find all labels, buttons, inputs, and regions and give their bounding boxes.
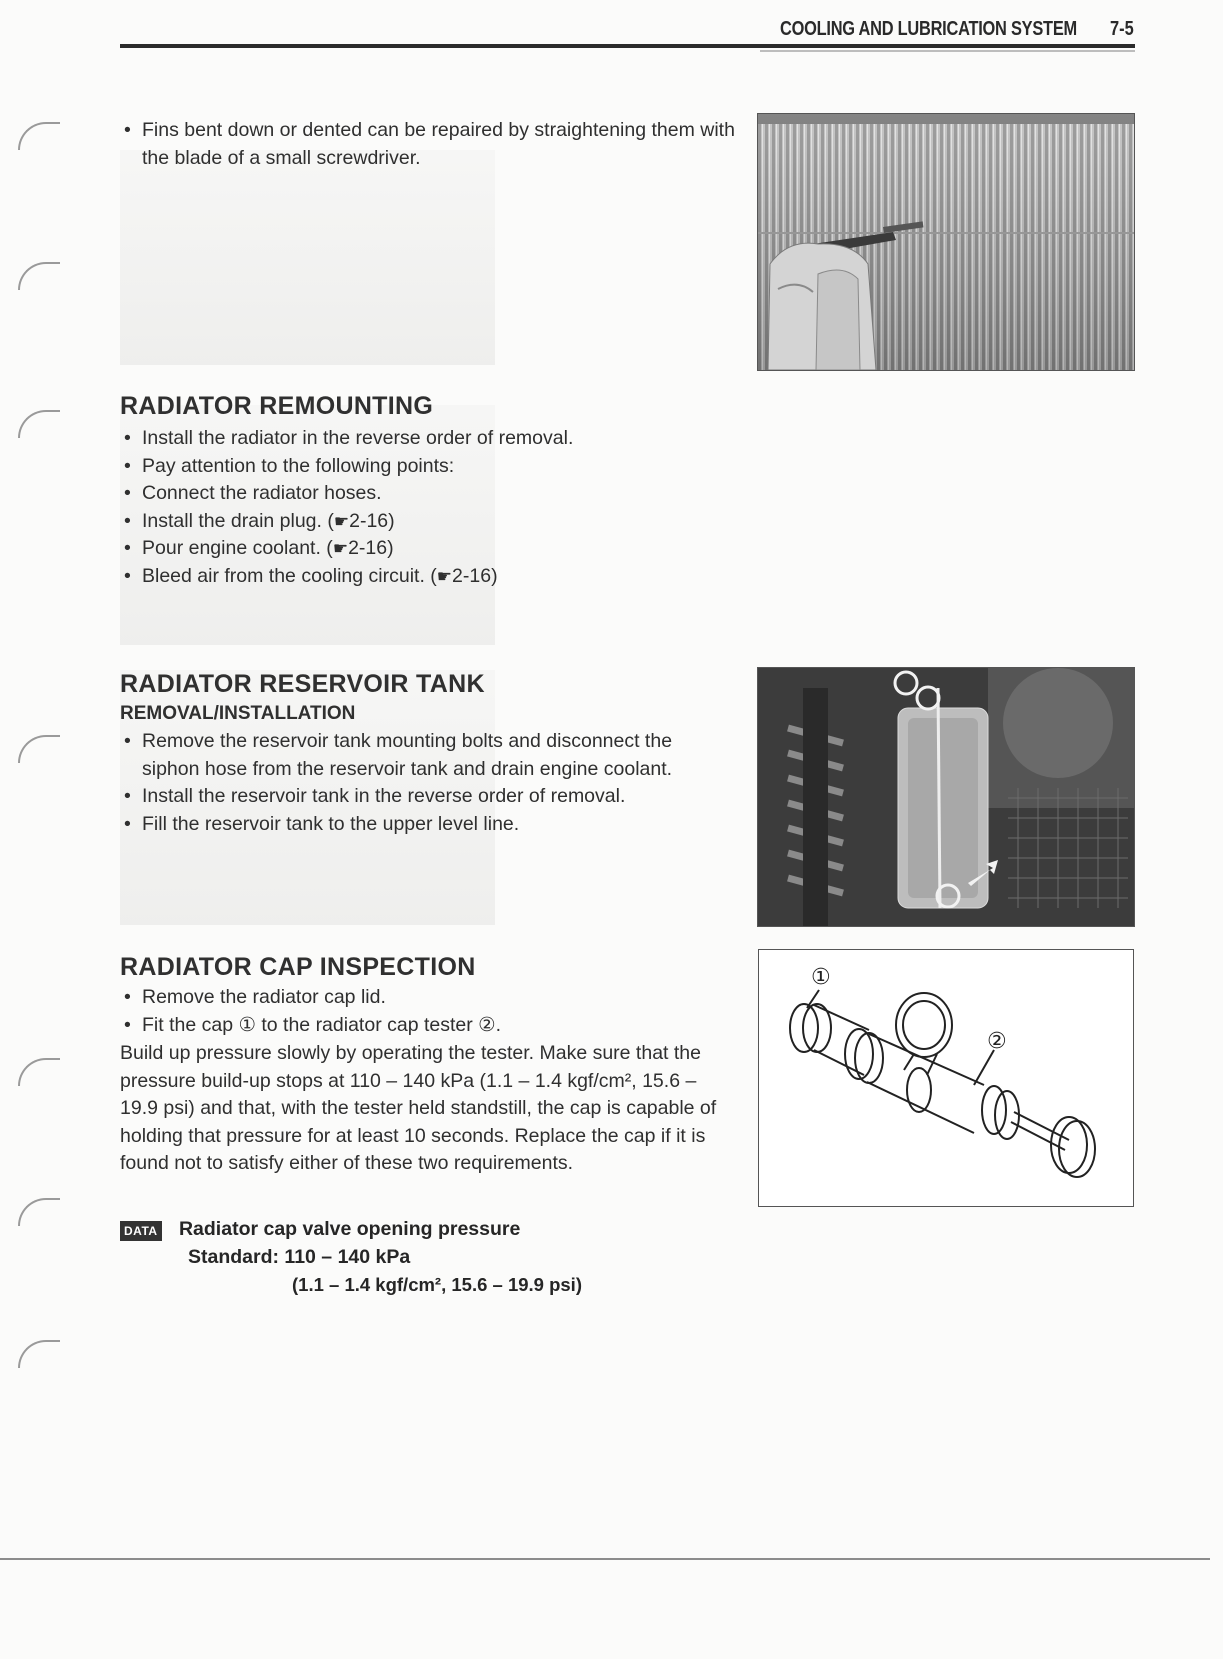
page-number: 7-5 [1110,18,1134,40]
spec-title-line [120,1218,520,1241]
list-item-text: Pour engine coolant. [142,537,321,559]
figure-label-2: ② [987,1029,1007,1054]
binding-mark [18,262,60,290]
list-item: • Remove the reservoir tank mounting bolts and disconnect the siphon hose from the reservoir tank and drain engine coolant. [120,728,730,783]
data-badge-icon: DATA [120,1221,162,1241]
list-item: • Install the radiator in the reverse order of removal. [120,425,740,453]
section-title-reservoir-tank: RADIATOR RESERVOIR TANK [120,670,485,698]
subsection-title-removal-installation: REMOVAL/INSTALLATION [120,703,356,724]
reference-page: 2-16 [452,564,492,587]
list-item: • Pour engine coolant. (☛2-16) [120,535,740,563]
binding-mark [18,410,60,438]
list-item: • Install the reservoir tank in the reverse order of removal. [120,783,730,811]
show-through-shading [120,150,495,365]
reservoir-steps-list [120,728,730,838]
list-item-text: Install the drain plug. [142,509,322,532]
figure-label-1: ① [811,965,831,990]
list-item: • Fill the reservoir tank to the upper level line. [120,811,730,839]
list-item: • Pay attention to the following points: [120,453,740,481]
page-bottom-edge [0,1558,1210,1560]
list-item: • Remove the radiator cap lid. [120,984,730,1012]
binding-mark [18,1340,60,1368]
binding-mark [18,735,60,763]
cap-test-procedure: Build up pressure slowly by operating the tester. Make sure that the pressure build-up stops at 110 – 140 kPa (1.1 – 1.4 kgf/cm², 15.6 – 19.9 psi) and that, with the tester held standstill, the cap is capable of holding that pressure for at least 10 seconds. Replace the cap if it is found not to satisfy either of these two requirements. [120,1042,717,1174]
list-item: • Bleed air from the cooling circuit. (☛2-16) [120,563,740,591]
book-reference-icon: ☛ [332,539,349,558]
fins-repair-note: • Fins bent down or dented can be repaired by straightening them with the blade of a small screwdriver. [120,117,752,172]
header-rule [120,44,1135,48]
binding-mark [18,1198,60,1226]
list-item: • Install the drain plug. (☛2-16) [120,508,740,536]
spec-alternate-units: (1.1 – 1.4 kgf/cm², 15.6 – 19.9 psi) [292,1274,582,1295]
list-item: • Fit the cap ① to the radiator cap tester ②. [120,1012,730,1040]
reservoir-tank-photo [757,667,1135,927]
remounting-steps-list [120,425,740,590]
radiator-fins-photo [757,113,1135,371]
list-item: • Connect the radiator hoses. [120,480,740,508]
binding-mark [18,1058,60,1086]
book-reference-icon: ☛ [333,511,350,531]
book-reference-icon: ☛ [436,566,453,586]
running-header-section: COOLING AND LUBRICATION SYSTEM [780,18,1077,40]
section-title-radiator-remounting: RADIATOR REMOUNTING [120,392,434,420]
reference-page: 2-16 [349,509,389,532]
binding-mark [18,122,60,150]
cap-steps-list [120,984,730,1039]
reference-page: 2-16 [348,537,388,559]
spec-title: Radiator cap valve opening pressure [178,1218,521,1240]
list-item-text: Bleed air from the cooling circuit. [142,564,425,587]
section-title-cap-inspection: RADIATOR CAP INSPECTION [120,953,476,981]
spec-standard: Standard: 110 – 140 kPa [188,1246,411,1268]
header-rule-shadow [760,50,1135,52]
cap-tester-figure [758,949,1134,1207]
